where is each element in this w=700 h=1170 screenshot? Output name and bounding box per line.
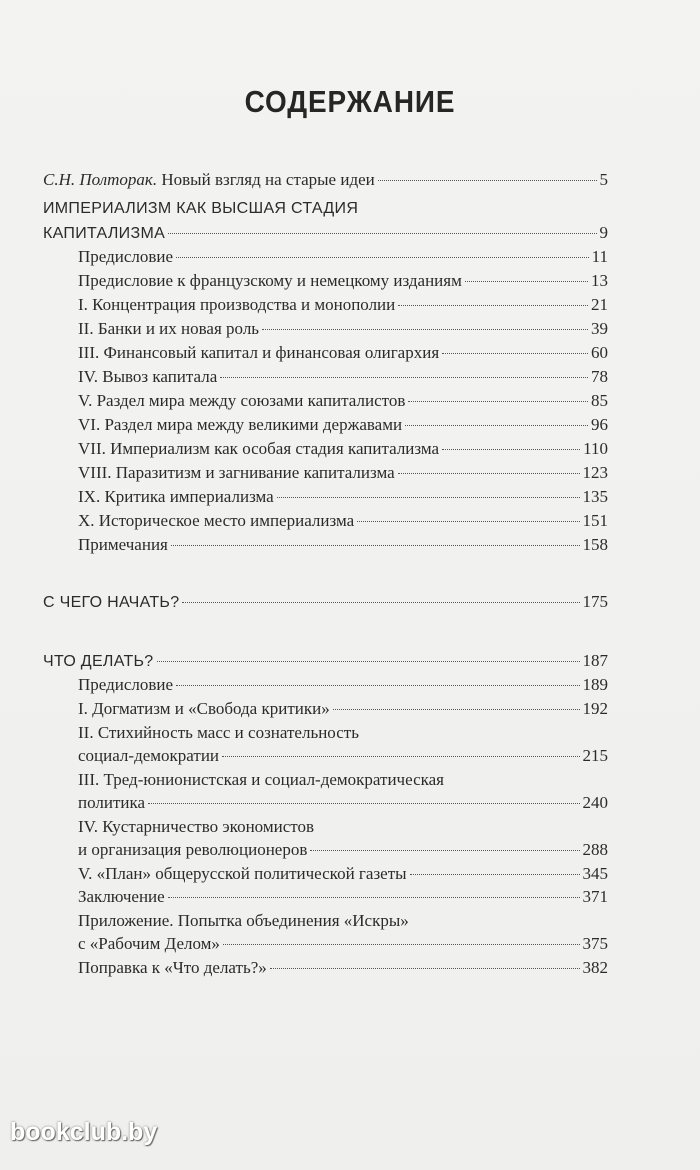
entry-label: I. Догматизм и «Свобода критики» (78, 699, 330, 718)
entry-label: социал-демократии (78, 746, 220, 765)
entry-label: X. Историческое место империализма (78, 511, 355, 530)
entry-label: III. Финансовый капитал и финансовая олигархия (78, 343, 440, 362)
page-number: 371 (582, 887, 608, 906)
dot-leader (465, 281, 588, 282)
entry-label: VII. Империализм как особая стадия капитализма (78, 439, 440, 458)
entry-label: политика (78, 793, 146, 812)
dot-leader (398, 473, 580, 474)
toc-entry[interactable] (78, 864, 608, 884)
toc-entry[interactable] (78, 463, 608, 483)
toc-entry[interactable] (78, 511, 608, 531)
page-number: 175 (582, 592, 608, 611)
dot-leader (223, 944, 580, 945)
page-number: 189 (582, 675, 608, 694)
toc-entry[interactable] (78, 391, 608, 411)
page-number: 158 (582, 535, 608, 554)
page-number: 240 (582, 793, 608, 812)
section-heading-where-to-begin: С ЧЕГО НАЧАТЬ? (43, 594, 180, 611)
toc-entry[interactable] (78, 793, 608, 813)
entry-label: VI. Раздел мира между великими державами (78, 415, 403, 434)
dot-leader (148, 803, 579, 804)
toc-entry[interactable] (78, 415, 608, 435)
entry-label: IV. Вывоз капитала (78, 367, 218, 386)
entry-label-line1: Приложение. Попытка объединения «Искры» (78, 911, 409, 930)
dot-leader (277, 497, 580, 498)
toc-entry[interactable] (78, 271, 608, 291)
toc-entry-what-is-to-be-done[interactable] (43, 651, 608, 672)
toc-entry[interactable] (78, 439, 608, 459)
page-number: 39 (591, 319, 608, 338)
page-number: 375 (582, 934, 608, 953)
page-number: 382 (582, 958, 608, 977)
entry-label: с «Рабочим Делом» (78, 934, 220, 953)
entry-label-line1: II. Стихийность масс и сознательность (78, 723, 359, 742)
toc-entry[interactable] (78, 487, 608, 507)
dot-leader (176, 257, 589, 258)
entry-label: Предисловие (78, 247, 174, 266)
page-number: 5 (599, 170, 608, 189)
toc-entry[interactable] (78, 840, 608, 860)
toc-entry[interactable] (78, 295, 608, 315)
section-heading-imperialism-cont: КАПИТАЛИЗМА (43, 225, 166, 242)
dot-leader (333, 709, 580, 710)
watermark: bookclub.by (10, 1118, 158, 1146)
section-heading-imperialism: ИМПЕРИАЛИЗМ КАК ВЫСШАЯ СТАДИЯ (43, 200, 359, 217)
page-number: 96 (591, 415, 608, 434)
entry-label: и организация революционеров (78, 840, 308, 859)
entry-label: II. Банки и их новая роль (78, 319, 260, 338)
toc-entry[interactable] (78, 343, 608, 363)
dot-leader (357, 521, 579, 522)
foreword-author: С.Н. Полторак. (43, 170, 158, 189)
dot-leader (222, 756, 579, 757)
entry-label: Предисловие к французскому и немецкому изданиям (78, 271, 462, 290)
dot-leader (220, 377, 588, 378)
toc-entry[interactable] (78, 746, 608, 766)
dot-leader (171, 545, 580, 546)
dot-leader (157, 661, 580, 662)
dot-leader (270, 968, 580, 969)
page-number: 151 (582, 511, 608, 530)
page-number: 187 (582, 651, 608, 670)
toc-entry[interactable] (78, 699, 608, 719)
dot-leader (378, 180, 597, 181)
dot-leader (262, 329, 588, 330)
entry-label: Поправка к «Что делать?» (78, 958, 267, 977)
dot-leader (182, 602, 579, 603)
dot-leader (442, 449, 580, 450)
entry-label: VIII. Паразитизм и загнивание капитализма (78, 463, 395, 482)
page-number: 11 (591, 247, 608, 266)
toc-entry[interactable] (78, 958, 608, 978)
page-number: 60 (591, 343, 608, 362)
dot-leader (405, 425, 588, 426)
page-number: 215 (582, 746, 608, 765)
toc-entry[interactable] (78, 934, 608, 954)
entry-label-line1: IV. Кустарничество экономистов (78, 817, 314, 836)
page-number: 288 (582, 840, 608, 859)
page-number: 21 (591, 295, 608, 314)
entry-label: IX. Критика империализма (78, 487, 274, 506)
entry-label: Примечания (78, 535, 168, 554)
section-heading-what-is-to-be-done: ЧТО ДЕЛАТЬ? (43, 653, 154, 670)
toc-entry[interactable] (78, 535, 608, 555)
toc-entry[interactable] (78, 367, 608, 387)
entry-label: I. Концентрация производства и монополии (78, 295, 396, 314)
entry-label: Предисловие (78, 675, 174, 694)
dot-leader (176, 685, 579, 686)
toc-entry-imperialism[interactable] (43, 223, 608, 244)
page-number: 123 (582, 463, 608, 482)
dot-leader (168, 897, 580, 898)
toc-entry-foreword[interactable] (43, 170, 608, 190)
dot-leader (442, 353, 588, 354)
entry-label: V. Раздел мира между союзами капиталистов (78, 391, 406, 410)
toc-entry[interactable] (78, 887, 608, 907)
toc-entry[interactable] (78, 247, 608, 267)
page-number: 345 (582, 864, 608, 883)
toc-entry-where-to-begin[interactable] (43, 592, 608, 613)
foreword-title: Новый взгляд на старые идеи (161, 170, 375, 189)
page-number: 78 (591, 367, 608, 386)
page-number: 13 (591, 271, 608, 290)
dot-leader (398, 305, 588, 306)
page-number: 135 (582, 487, 608, 506)
page-number: 192 (582, 699, 608, 718)
entry-label: Заключение (78, 887, 165, 906)
entry-label-line1: III. Тред-юнионистская и социал-демократическая (78, 770, 444, 789)
page-title: СОДЕРЖАНИЕ (244, 84, 456, 119)
page-number: 9 (599, 223, 608, 242)
entry-label: V. «План» общерусской политической газеты (78, 864, 407, 883)
page-number: 85 (591, 391, 608, 410)
toc-entry[interactable] (78, 319, 608, 339)
toc-entry[interactable] (78, 675, 608, 695)
dot-leader (410, 874, 580, 875)
page-number: 110 (583, 439, 608, 458)
dot-leader (310, 850, 579, 851)
dot-leader (168, 233, 596, 234)
dot-leader (408, 401, 588, 402)
